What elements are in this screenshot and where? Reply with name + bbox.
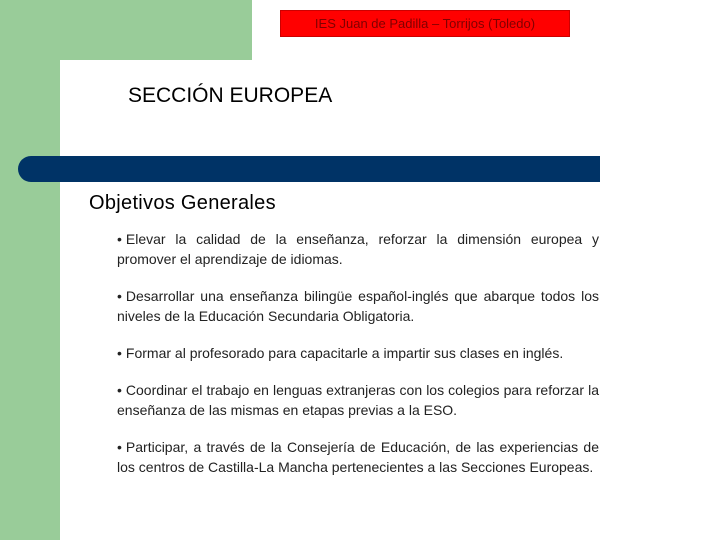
title-bar [18,156,600,182]
bullet-mark: • [117,288,122,304]
bullet-mark: • [117,439,122,455]
slide-heading: Objetivos Generales [89,192,276,214]
list-item [117,437,599,477]
bullet-mark: • [117,382,122,398]
bullet-mark: • [117,345,122,361]
section-title: SECCIÓN EUROPEA [128,84,333,107]
list-item-text: Elevar la calidad de la enseñanza, reforzar la dimensión europea y promover el aprendizaje de idiomas. [117,231,599,267]
list-item [117,286,599,326]
list-item [117,229,599,269]
bullet-mark: • [117,231,122,247]
institution-label: IES Juan de Padilla – Torrijos (Toledo) [314,16,536,31]
list-item [117,380,599,420]
top-band [0,0,252,60]
list-item-text: Participar, a través de la Consejería de Educación, de las experiencias de los centros de Castilla-La Mancha pertenecientes a las Secciones Europeas. [117,439,599,475]
list-item-text: Desarrollar una enseñanza bilingüe español-inglés que abarque todos los niveles de la Educación Secundaria Obligatoria. [117,288,599,324]
list-item [117,343,599,363]
content-corner [60,60,100,100]
list-item-text: Formar al profesorado para capacitarle a impartir sus clases en inglés. [125,345,564,361]
list-item-text: Coordinar el trabajo en lenguas extranjeras con los colegios para reforzar la enseñanza de las mismas en etapas previas a la ESO. [117,382,599,418]
side-band [0,0,60,540]
institution-header [280,10,570,37]
objectives-list [117,229,599,495]
